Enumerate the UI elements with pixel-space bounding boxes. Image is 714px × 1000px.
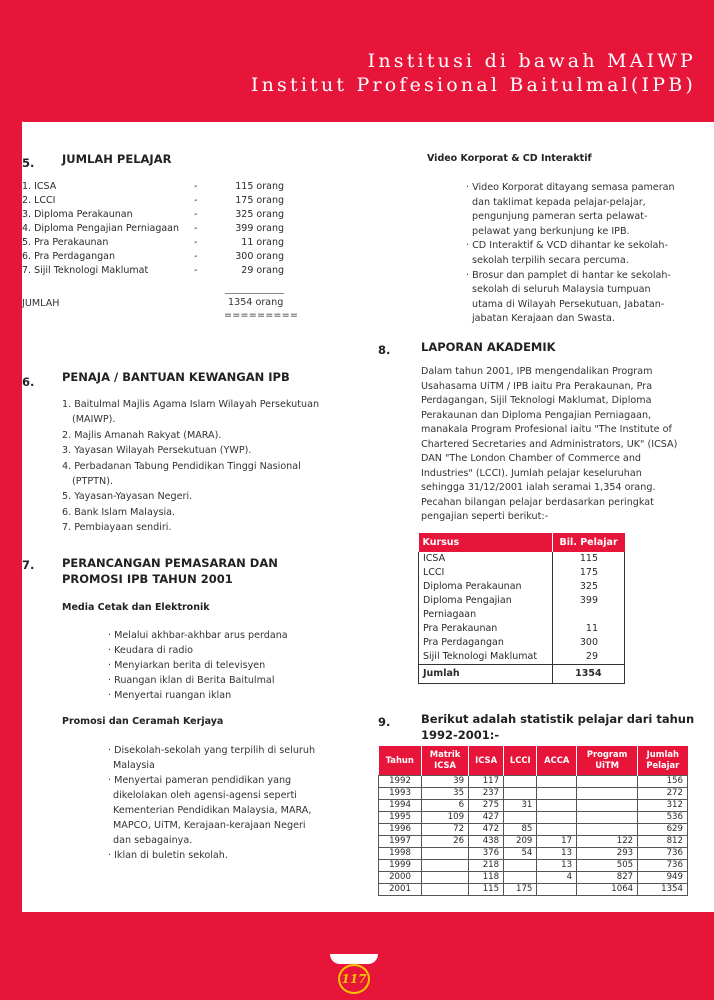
stats-cell	[504, 775, 537, 787]
stats-cell: 175	[504, 883, 537, 895]
stats-cell: 293	[577, 847, 638, 859]
media-item: · Melalui akhbar-akhbar arus perdana	[108, 630, 288, 641]
course-name: ICSA	[419, 552, 553, 566]
course-count: 29	[552, 650, 624, 665]
section8-title: LAPORAN AKADEMIK	[421, 340, 556, 354]
student-count-row	[22, 265, 284, 278]
sponsor-item: 3. Yayasan Wilayah Persekutuan (YWP).	[62, 445, 252, 457]
stats-year: 1996	[379, 823, 422, 835]
stats-cell: 156	[638, 775, 688, 787]
stats-cell	[577, 775, 638, 787]
paragraph-line: sehingga 31/12/2001 ialah seramai 1,354 orang.	[421, 482, 656, 493]
row-dash: -	[194, 237, 198, 248]
count-header: Bil. Pelajar	[552, 533, 624, 552]
promo-item: · Iklan di buletin sekolah.	[108, 850, 228, 861]
stats-row	[379, 883, 688, 895]
stats-cell	[537, 811, 577, 823]
stats-cell: 13	[537, 859, 577, 871]
media-subtitle: Media Cetak dan Elektronik	[62, 602, 210, 613]
video-item: · CD Interaktif & VCD dihantar ke sekolah-	[466, 240, 668, 252]
page-number-tab	[330, 954, 378, 964]
stats-cell	[577, 823, 638, 835]
course-header: Kursus	[419, 533, 553, 552]
student-course-label: 2. LCCI	[22, 195, 56, 206]
section6-title: PENAJA / BANTUAN KEWANGAN IPB	[62, 370, 290, 384]
stats-cell	[504, 787, 537, 799]
promo-item: dan sebagainya.	[113, 835, 193, 846]
stats-cell	[504, 859, 537, 871]
stats-cell	[537, 775, 577, 787]
section7-number: 7.	[22, 558, 35, 572]
paragraph-line: Perakaunan dan Diploma Pengajian Perniagaan,	[421, 409, 652, 421]
course-name: Pra Perakaunan	[419, 622, 553, 636]
course-row	[419, 594, 625, 608]
stats-cell	[422, 883, 469, 895]
stats-cell: 122	[577, 835, 638, 847]
stats-row	[379, 799, 688, 811]
stats-cell: 827	[577, 871, 638, 883]
stats-cell: 4	[537, 871, 577, 883]
section7-title-line2: PROMOSI IPB TAHUN 2001	[62, 572, 233, 586]
sponsor-item: 4. Perbadanan Tabung Pendidikan Tinggi Nasional	[62, 460, 301, 472]
stats-row	[379, 871, 688, 883]
student-count-value: 29 orang	[241, 265, 284, 276]
stats-row	[379, 835, 688, 847]
video-item: · Video Korporat ditayang semasa pameran	[466, 182, 675, 193]
course-count: 300	[552, 636, 624, 650]
stats-cell: 376	[469, 847, 504, 859]
stats-row	[379, 847, 688, 859]
student-count-row	[22, 237, 284, 250]
course-name: Sijil Teknologi Maklumat	[419, 650, 553, 665]
paragraph-line: Perdagangan, Sijil Teknologi Maklumat, Diploma	[421, 395, 652, 406]
section5-total-underline: =========	[224, 310, 299, 321]
stats-cell	[422, 847, 469, 859]
stats-cell: 26	[422, 835, 469, 847]
section9-title-line2: 1992-2001:-	[421, 728, 500, 742]
stats-cell: 438	[469, 835, 504, 847]
media-item: · Menyiarkan berita di televisyen	[108, 660, 266, 671]
stats-cell: 812	[638, 835, 688, 847]
course-row	[419, 650, 625, 665]
stats-header: Program UiTM	[577, 746, 638, 775]
course-row	[419, 636, 625, 650]
paragraph-line: manakala Program Profesional iaitu "The Institute of	[421, 424, 672, 435]
stats-year: 1997	[379, 835, 422, 847]
video-item: jabatan Kerajaan dan Swasta.	[472, 313, 615, 325]
course-name: Diploma Perakaunan	[419, 580, 553, 594]
stats-cell: 13	[537, 847, 577, 859]
promo-item: · Menyertai pameran pendidikan yang	[108, 775, 292, 786]
stats-cell	[422, 859, 469, 871]
stats-cell	[504, 811, 537, 823]
media-item: · Keudara di radio	[108, 645, 193, 656]
stats-table	[378, 746, 688, 896]
student-count-value: 115 orang	[235, 181, 284, 192]
video-item: dan taklimat kepada pelajar-pelajar,	[472, 196, 646, 208]
stats-cell: 237	[469, 787, 504, 799]
paragraph-line: DAN "The London Chamber of Commerce and	[421, 453, 641, 464]
stats-cell: 54	[504, 847, 537, 859]
course-name: Perniagaan	[419, 608, 553, 622]
stats-cell: 72	[422, 823, 469, 835]
stats-cell: 629	[638, 823, 688, 835]
promo-item: MAPCO, UiTM, Kerajaan-kerajaan Negeri	[113, 820, 306, 831]
media-item: · Ruangan iklan di Berita Baitulmal	[108, 675, 275, 686]
row-dash: -	[194, 195, 198, 206]
course-count: 325	[552, 580, 624, 594]
row-dash: -	[194, 265, 198, 276]
stats-cell	[537, 799, 577, 811]
sponsor-item: 1. Baitulmal Majlis Agama Islam Wilayah Persekutuan	[62, 399, 320, 410]
stats-year: 1995	[379, 811, 422, 823]
stats-year: 1998	[379, 847, 422, 859]
stats-cell: 312	[638, 799, 688, 811]
section5-total-value: 1354 orang	[228, 297, 284, 308]
stats-cell: 17	[537, 835, 577, 847]
sponsor-item: 7. Pembiayaan sendiri.	[62, 522, 172, 534]
student-count-value: 300 orang	[235, 251, 284, 262]
stats-cell	[577, 787, 638, 799]
video-title: Video Korporat & CD Interaktif	[427, 153, 592, 164]
sponsor-item: 5. Yayasan-Yayasan Negeri.	[62, 491, 193, 503]
student-course-label: 5. Pra Perakaunan	[22, 237, 109, 248]
stats-cell	[537, 823, 577, 835]
student-course-label: 4. Diploma Pengajian Perniagaan	[22, 223, 180, 234]
stats-cell: 35	[422, 787, 469, 799]
video-item: pengunjung pameran serta pelawat-	[472, 211, 648, 223]
stats-cell: 736	[638, 859, 688, 871]
student-count-row	[22, 251, 284, 264]
stats-cell: 427	[469, 811, 504, 823]
stats-cell: 275	[469, 799, 504, 811]
left-red-strip	[0, 0, 22, 1000]
student-count-row	[22, 181, 284, 194]
section6-number: 6.	[22, 375, 35, 389]
course-count: 115	[552, 552, 624, 566]
stats-cell	[577, 811, 638, 823]
paragraph-line: pengajian seperti berikut:-	[421, 511, 549, 522]
student-course-label: 3. Diploma Perakaunan	[22, 209, 133, 220]
stats-cell: 85	[504, 823, 537, 835]
stats-cell	[537, 787, 577, 799]
stats-year: 1993	[379, 787, 422, 799]
video-item: · Brosur dan pamplet di hantar ke sekolah-	[466, 269, 671, 281]
stats-cell: 1354	[638, 883, 688, 895]
stats-year: 1994	[379, 799, 422, 811]
stats-cell	[504, 871, 537, 883]
stats-cell	[537, 883, 577, 895]
stats-cell: 536	[638, 811, 688, 823]
course-name: LCCI	[419, 566, 553, 580]
paragraph-line: Dalam tahun 2001, IPB mengendalikan Program	[421, 366, 653, 377]
student-course-label: 1. ICSA	[22, 181, 57, 192]
sponsor-item: (PTPTN).	[72, 476, 114, 487]
sponsor-item: 2. Majlis Amanah Rakyat (MARA).	[62, 429, 222, 441]
row-dash: -	[194, 223, 198, 234]
course-row	[419, 566, 625, 580]
total-label: Jumlah	[419, 665, 553, 684]
video-item: sekolah di seluruh Malaysia tumpuan	[472, 284, 651, 296]
paragraph-line: Industries" (LCCI). Jumlah pelajar keseluruhan	[421, 467, 642, 479]
total-count: 1354	[552, 665, 624, 684]
page-number: 117	[338, 964, 370, 994]
student-count-value: 175 orang	[235, 195, 284, 206]
row-dash: -	[194, 209, 198, 220]
sponsor-item: (MAIWP).	[72, 414, 116, 426]
stats-header: Matrik ICSA	[422, 746, 469, 775]
promo-item: dikelolakan oleh agensi-agensi seperti	[113, 790, 297, 801]
promo-item: Malaysia	[113, 760, 155, 771]
student-count-value: 11 orang	[241, 237, 284, 248]
stats-header: LCCI	[504, 746, 537, 775]
stats-cell: 115	[469, 883, 504, 895]
stats-cell: 6	[422, 799, 469, 811]
sponsor-item: 6. Bank Islam Malaysia.	[62, 506, 176, 518]
student-count-row	[22, 209, 284, 222]
section9-number: 9.	[378, 715, 391, 729]
course-row	[419, 552, 625, 566]
stats-row	[379, 775, 688, 787]
course-total-row	[419, 665, 625, 684]
stats-row	[379, 787, 688, 799]
stats-cell: 272	[638, 787, 688, 799]
section5-title: JUMLAH PELAJAR	[62, 152, 172, 166]
stats-row	[379, 811, 688, 823]
section5-total-label: JUMLAH	[22, 298, 60, 309]
video-item: sekolah terpilih secara percuma.	[472, 255, 629, 266]
stats-cell: 472	[469, 823, 504, 835]
stats-cell: 109	[422, 811, 469, 823]
student-course-label: 6. Pra Perdagangan	[22, 251, 115, 262]
section8-number: 8.	[378, 343, 391, 357]
course-count	[552, 608, 624, 622]
stats-cell	[577, 799, 638, 811]
course-row	[419, 608, 625, 622]
stats-cell: 505	[577, 859, 638, 871]
stats-cell: 218	[469, 859, 504, 871]
student-course-label: 7. Sijil Teknologi Maklumat	[22, 265, 149, 276]
stats-cell: 736	[638, 847, 688, 859]
stats-year: 1992	[379, 775, 422, 787]
stats-header: ACCA	[537, 746, 577, 775]
stats-row	[379, 859, 688, 871]
course-table	[418, 533, 625, 684]
paragraph-line: Usahasama UiTM / IPB iaitu Pra Perakaunan, Pra	[421, 380, 653, 392]
student-count-row	[22, 223, 284, 236]
row-dash: -	[194, 181, 198, 192]
stats-header: Tahun	[379, 746, 422, 775]
stats-cell: 39	[422, 775, 469, 787]
page-header	[0, 0, 714, 122]
total-rule	[225, 293, 284, 294]
stats-year: 1999	[379, 859, 422, 871]
stats-cell: 118	[469, 871, 504, 883]
stats-cell: 117	[469, 775, 504, 787]
student-count-row	[22, 195, 284, 208]
paragraph-line: Pecahan bilangan pelajar berdasarkan peringkat	[421, 496, 654, 508]
stats-cell	[422, 871, 469, 883]
section9-title-line1: Berikut adalah statistik pelajar dari tahun	[421, 712, 695, 726]
course-name: Diploma Pengajian	[419, 594, 553, 608]
stats-cell: 209	[504, 835, 537, 847]
row-dash: -	[194, 251, 198, 262]
header-title-line2: Institut Profesional Baitulmal(IPB)	[250, 74, 696, 96]
course-count: 399	[552, 594, 624, 608]
video-item: pelawat yang berkunjung ke IPB.	[472, 225, 630, 237]
stats-row	[379, 823, 688, 835]
stats-header: ICSA	[469, 746, 504, 775]
stats-year: 2001	[379, 883, 422, 895]
course-row	[419, 622, 625, 636]
video-item: utama di Wilayah Persekutuan, Jabatan-	[472, 298, 665, 310]
section5-number: 5.	[22, 156, 35, 170]
course-count: 175	[552, 566, 624, 580]
stats-header: Jumlah Pelajar	[638, 746, 688, 775]
promo-item: · Disekolah-sekolah yang terpilih di seluruh	[108, 745, 316, 756]
header-title-line1: Institusi di bawah MAIWP	[367, 50, 696, 72]
course-row	[419, 580, 625, 594]
stats-cell: 949	[638, 871, 688, 883]
stats-cell: 1064	[577, 883, 638, 895]
course-name: Pra Perdagangan	[419, 636, 553, 650]
stats-year: 2000	[379, 871, 422, 883]
student-count-value: 399 orang	[235, 223, 284, 234]
promo-item: Kementerian Pendidikan Malaysia, MARA,	[113, 805, 312, 816]
student-count-value: 325 orang	[235, 209, 284, 220]
promo-subtitle: Promosi dan Ceramah Kerjaya	[62, 716, 224, 727]
paragraph-line: Chartered Secretaries and Administrators, UK" (ICSA)	[421, 438, 678, 450]
course-count: 11	[552, 622, 624, 636]
media-item: · Menyertai ruangan iklan	[108, 690, 232, 701]
stats-cell: 31	[504, 799, 537, 811]
section7-title-line1: PERANCANGAN PEMASARAN DAN	[62, 556, 278, 570]
